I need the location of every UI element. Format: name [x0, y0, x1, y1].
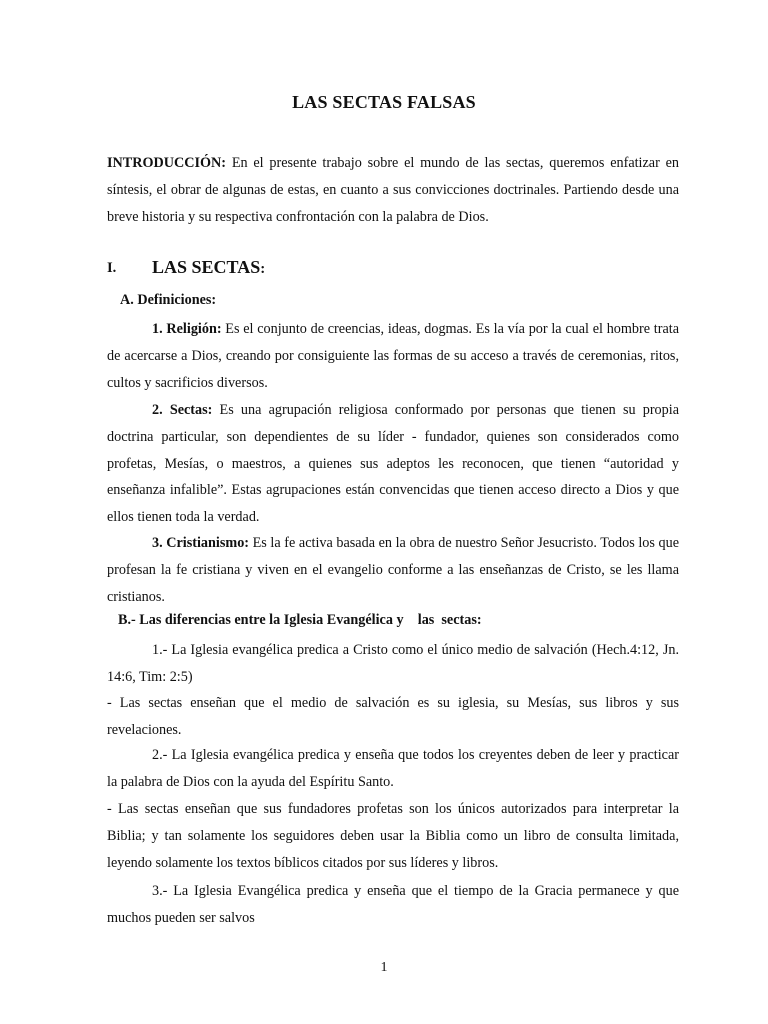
definition-sectas-label: 2. Sectas:	[152, 402, 213, 418]
section-number: I.	[107, 260, 117, 276]
difference-paragraph-4: - Las sectas enseñan que sus fundadores profetas son los únicos autorizados para interpretar la Biblia; y tan solamente los seguidores deben usar la Biblia como un libro de consulta limitada, leyendo solamente los textos bíblicos citados por sus líderes y libros.	[107, 801, 679, 871]
subsection-a-heading: A. Definiciones:	[120, 292, 217, 308]
definition-sectas-text: Es una agrupación religiosa conformado por personas que tienen su propia doctrina particular, son dependientes de su líder - fundador, quienes son considerados como profetas, Mesías, o maestros, a quienes sus adeptos les reconocen, que tienen “autoridad y enseñanza infalible”. Estas agrupaciones están convencidas que tienen acceso directo a Dios y que ellos tienen toda la verdad.	[107, 402, 679, 526]
definition-cristianismo-text: Es la fe activa basada en la obra de nuestro Señor Jesucristo. Todos los que profesan la fe cristiana y viven en el evangelio conforme a las enseñanzas de Cristo, se les llama cristianos.	[107, 535, 679, 605]
definition-sectas	[107, 397, 679, 531]
difference-paragraph-5: 3.- La Iglesia Evangélica predica y enseña que el tiempo de la Gracia permanece y que muchos pueden ser salvos	[107, 883, 679, 926]
difference-paragraph-1: 1.- La Iglesia evangélica predica a Cristo como el único medio de salvación (Hech.4:12, Jn. 14:6, Tim: 2:5)	[107, 642, 679, 685]
definition-cristianismo	[107, 530, 679, 610]
subsection-b-heading: B.- Las diferencias entre la Iglesia Evangélica y las sectas:	[118, 612, 482, 628]
introduction-label: INTRODUCCIÓN:	[107, 155, 227, 171]
definition-cristianismo-label: 3. Cristianismo:	[152, 535, 250, 551]
introduction-text: En el presente trabajo sobre el mundo de las sectas, queremos enfatizar en síntesis, el obrar de algunas de estas, en cuanto a sus convicciones doctrinales. Partiendo desde una breve historia y su respectiva confrontación con la palabra de Dios.	[107, 155, 679, 225]
introduction-paragraph	[107, 150, 679, 230]
page-number: 1	[380, 960, 388, 975]
document-title: LAS SECTAS FALSAS	[292, 92, 476, 112]
definition-religion-text: Es el conjunto de creencias, ideas, dogmas. Es la vía por la cual el hombre trata de acercarse a Dios, creando por consiguiente las formas de su acceso a través de ceremonias, ritos, cultos y sacrificios diversos.	[107, 321, 679, 391]
difference-paragraph-3: 2.- La Iglesia evangélica predica y enseña que todos los creyentes deben de leer y practicar la palabra de Dios con la ayuda del Espíritu Santo.	[107, 747, 679, 790]
section-title	[152, 257, 265, 278]
definition-religion-label: 1. Religión:	[152, 321, 222, 337]
difference-paragraph-2: - Las sectas enseñan que el medio de salvación es su iglesia, su Mesías, sus libros y sus revelaciones.	[107, 695, 679, 738]
section-title-colon: :	[260, 261, 266, 277]
definition-religion	[107, 316, 679, 396]
section-title-text: LAS SECTAS	[152, 257, 261, 277]
